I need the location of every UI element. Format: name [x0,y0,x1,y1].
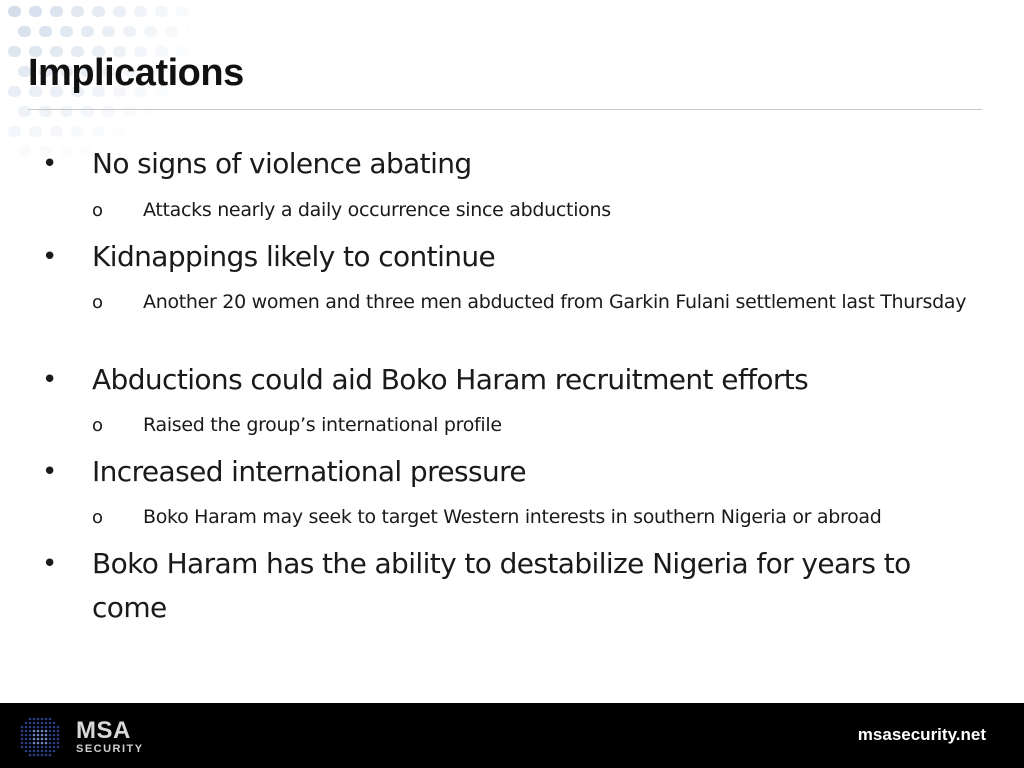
globe-dot [25,726,28,729]
globe-dot [33,750,36,753]
sub-bullet-text: Another 20 women and three men abducted from Garkin Fulani settlement last Thursday [143,291,967,313]
pattern-dot [60,26,73,37]
globe-dot [33,746,36,749]
globe-dot [45,726,48,729]
globe-dot [41,754,44,757]
bullet-text: Abductions could aid Boko Haram recruitment efforts [92,363,809,396]
sub-bullet-text: Raised the group’s international profile [143,414,502,436]
sub-bullet-marker: o [92,507,103,528]
globe-dot [25,738,28,741]
globe-dot [29,738,32,741]
globe-dot [57,742,60,745]
globe-dot [45,722,48,725]
pattern-dot [123,106,136,117]
globe-dot [53,734,56,737]
globe-dot [57,726,60,729]
globe-dot [29,734,32,737]
footer-url: msasecurity.net [857,725,986,744]
logo-wordmark: MSA [76,717,131,744]
pattern-dot [113,6,126,17]
pattern-dot [102,106,115,117]
globe-dot [57,738,60,741]
globe-dot [45,718,48,721]
globe-dot [41,742,44,745]
sub-bullet-marker: o [92,292,103,313]
globe-dot [49,750,52,753]
globe-dot [37,730,40,733]
sub-bullet-item-3-1 [92,410,983,441]
pattern-dot [176,6,189,17]
pattern-dot [29,6,42,17]
title-divider [28,109,982,110]
pattern-dot [18,146,31,157]
pattern-dot [18,106,31,117]
sub-bullet-item-4-1 [92,502,983,533]
slide-title: Implications [28,52,244,94]
pattern-dot [18,26,31,37]
pattern-dot [50,6,63,17]
globe-dot [21,746,24,749]
globe-dot [45,742,48,745]
sub-bullet-item-1-1 [92,195,983,226]
bullet-text: No signs of violence abating [92,147,472,180]
globe-dot [53,746,56,749]
bullet-item-2 [42,235,972,279]
pattern-dot [8,126,21,137]
globe-dot [53,750,56,753]
globe-dot [21,730,24,733]
pattern-dot [39,26,52,37]
globe-dot [37,746,40,749]
globe-dot [37,734,40,737]
globe-icon [14,713,70,761]
globe-dot [33,730,36,733]
bullet-item-5 [42,542,972,630]
globe-dot [33,754,36,757]
globe-dot [37,738,40,741]
globe-dot [41,730,44,733]
globe-dot [41,722,44,725]
globe-dot [49,730,52,733]
globe-dot [41,738,44,741]
pattern-dot [71,6,84,17]
bullet-marker: • [42,149,57,179]
pattern-dot [29,126,42,137]
globe-dot [33,734,36,737]
bullet-marker: • [42,457,57,487]
globe-dot [33,742,36,745]
bullet-marker: • [42,365,57,395]
pattern-dot [92,126,105,137]
bullet-text: Increased international pressure [92,455,527,488]
globe-dot [57,746,60,749]
bullet-item-3 [42,358,972,402]
globe-dot [25,722,28,725]
globe-dot [49,754,52,757]
globe-dot [29,726,32,729]
pattern-dot [123,26,136,37]
globe-dot [25,730,28,733]
globe-dot [33,722,36,725]
globe-dot [45,734,48,737]
footer-bar [0,703,1024,768]
pattern-dot [8,6,21,17]
globe-dot [33,738,36,741]
globe-dot [21,738,24,741]
globe-dot [45,738,48,741]
bullet-item-4 [42,450,972,494]
globe-dot [53,730,56,733]
globe-dot [45,754,48,757]
globe-dot [57,734,60,737]
msa-security-logo [10,709,160,763]
sub-bullet-item-2-1 [92,287,983,318]
globe-dot [41,726,44,729]
globe-dot [41,750,44,753]
pattern-dot [71,126,84,137]
globe-dot [29,718,32,721]
globe-dot [41,734,44,737]
globe-dot [33,718,36,721]
globe-dot [29,746,32,749]
globe-dot [57,730,60,733]
pattern-dot [50,126,63,137]
pattern-dot [186,26,190,37]
globe-dot [33,726,36,729]
pattern-dot [8,46,21,57]
pattern-dot [60,106,73,117]
globe-dot [29,754,32,757]
bullet-text: Boko Haram has the ability to destabilize Nigeria for years to come [92,547,911,624]
sub-bullet-text: Boko Haram may seek to target Western interests in southern Nigeria or abroad [143,506,882,528]
globe-dot [41,718,44,721]
globe-dot [45,750,48,753]
logo-subtext: SECURITY [76,743,144,755]
bullet-text: Kidnappings likely to continue [92,240,496,273]
sub-bullet-text: Attacks nearly a daily occurrence since abductions [143,199,611,221]
globe-dot [37,754,40,757]
globe-dot [53,738,56,741]
pattern-dot [102,26,115,37]
globe-dot [41,746,44,749]
bullet-marker: • [42,242,57,272]
globe-dot [37,742,40,745]
pattern-dot [144,106,157,117]
globe-dot [37,718,40,721]
pattern-dot [39,106,52,117]
pattern-dot [113,126,126,137]
globe-dot [37,722,40,725]
globe-dot [29,730,32,733]
bullet-item-1 [42,142,972,186]
globe-dot [29,722,32,725]
globe-dot [53,722,56,725]
globe-dot [49,742,52,745]
pattern-dot [155,6,168,17]
globe-dot [49,734,52,737]
globe-dot [21,734,24,737]
pattern-dot [81,26,94,37]
pattern-dot [144,26,157,37]
globe-dot [37,726,40,729]
globe-dot [21,742,24,745]
globe-dot [53,726,56,729]
sub-bullet-marker: o [92,200,103,221]
pattern-dot [81,106,94,117]
globe-dot [49,722,52,725]
sub-bullet-marker: o [92,415,103,436]
globe-dot [45,730,48,733]
globe-dot [49,738,52,741]
globe-dot [25,742,28,745]
globe-dot [45,746,48,749]
bullet-marker: • [42,549,57,579]
globe-dot [49,746,52,749]
globe-dot [25,746,28,749]
pattern-dot [134,6,147,17]
pattern-dot [92,6,105,17]
pattern-dot [165,26,178,37]
globe-dot [53,742,56,745]
globe-dot [37,750,40,753]
globe-dot [25,734,28,737]
globe-dot [21,726,24,729]
globe-dot [29,750,32,753]
globe-dot [49,726,52,729]
globe-dot [25,750,28,753]
globe-dot [29,742,32,745]
pattern-dot [8,86,21,97]
globe-dot [49,718,52,721]
